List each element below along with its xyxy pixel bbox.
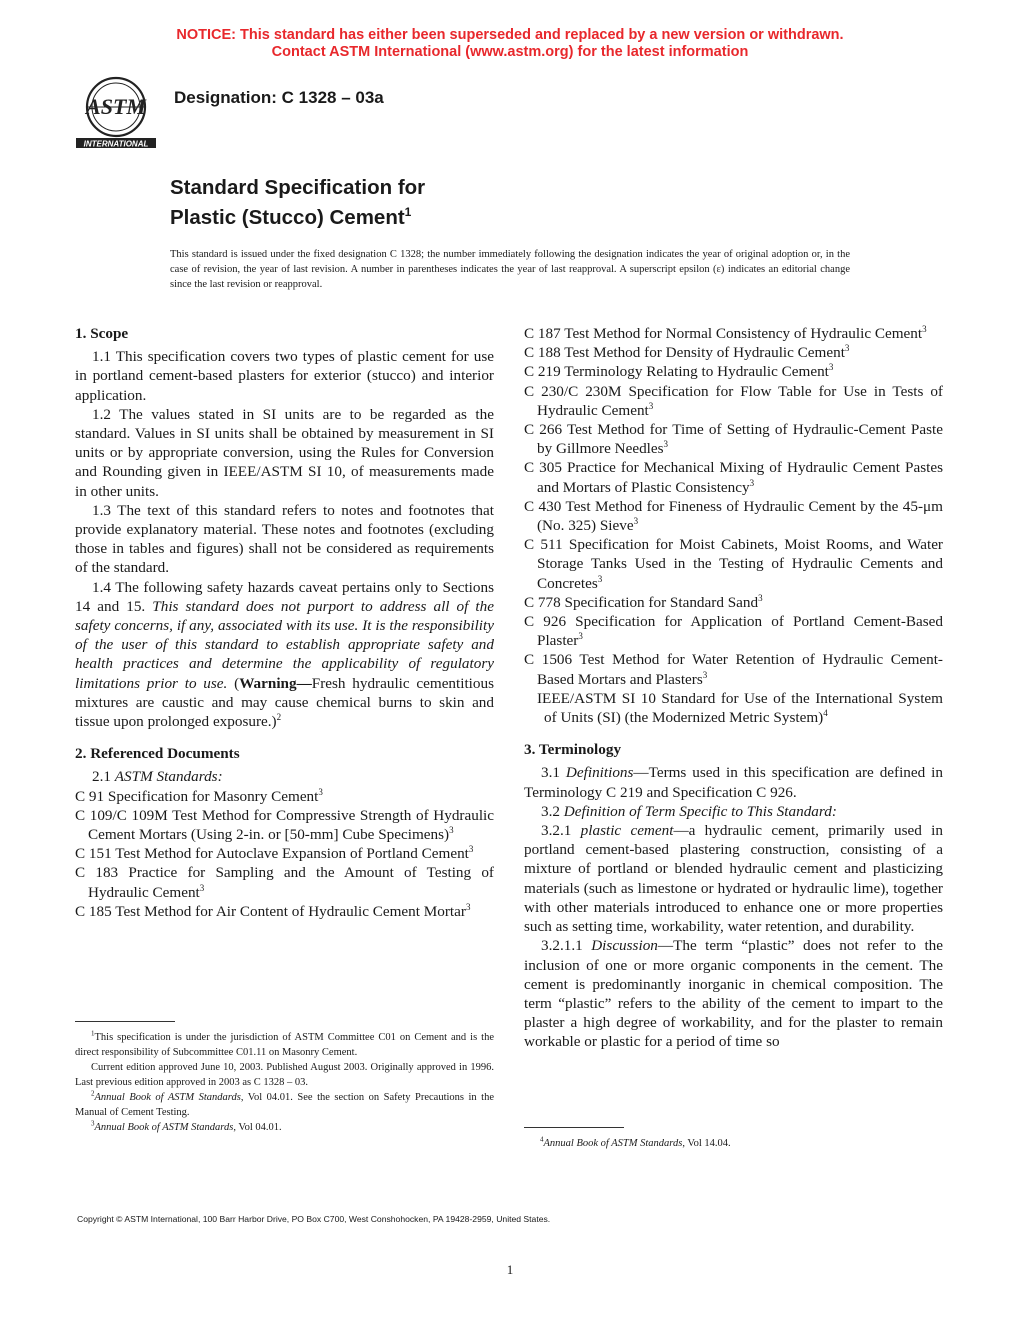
footnote-2	[75, 1090, 494, 1120]
footnote-3-text: , Vol 04.01.	[233, 1122, 282, 1133]
footnotes-left	[75, 1030, 494, 1135]
para-2-1	[75, 767, 494, 786]
reference-footnote-ref[interactable]: 3	[828, 362, 834, 373]
para-1-1: 1.1 This specification covers two types of plastic cement for use in portland cement-based plasters for exterior (stucco) and interior application.	[75, 348, 494, 404]
reference-title: C 151 Test Method for Autoclave Expansion of Portland Cement	[75, 845, 469, 863]
reference-title: C 185 Test Method for Air Content of Hydraulic Cement Mortar	[75, 902, 466, 920]
reference-title: IEEE/ASTM SI 10 Standard for Use of the International System of Units (SI) (the Modernized Metric System)	[537, 689, 943, 727]
reference-footnote-ref[interactable]: 3	[922, 323, 927, 334]
reference-footnote-ref[interactable]: 3	[844, 343, 850, 354]
reference-footnote-ref[interactable]: 3	[648, 400, 654, 411]
title-footnote-ref[interactable]: 1	[404, 205, 412, 219]
reference-item	[75, 844, 494, 863]
reference-footnote-ref[interactable]: 3	[465, 901, 471, 912]
reference-item	[524, 324, 943, 343]
para-3-2	[524, 802, 943, 821]
title-line-2	[170, 200, 425, 230]
notice-banner	[0, 27, 1020, 61]
reference-title: C 91 Specification for Masonry Cement	[75, 787, 319, 805]
notice-line-2: Contact ASTM International (www.astm.org) for the latest information	[271, 44, 749, 60]
para-3-2-1-1	[524, 936, 943, 1051]
logo-subtext: INTERNATIONAL	[83, 139, 149, 149]
reference-item	[524, 343, 943, 362]
logo-text: ASTM	[86, 94, 146, 119]
reference-item	[524, 650, 943, 688]
footnote-3	[75, 1120, 494, 1135]
footnote-1	[75, 1030, 494, 1060]
scope-heading: 1. Scope	[75, 325, 129, 342]
para-1-3: 1.3 The text of this standard refers to notes and footnotes that provide explanatory material. These notes and footnotes (excluding those in tables and figures) shall not be considered as requirements of the standard.	[75, 501, 494, 577]
reference-footnote-ref[interactable]: 3	[318, 786, 323, 797]
reference-title: C 187 Test Method for Normal Consistency of Hydraulic Cement	[524, 325, 923, 342]
plastic-cement-term: plastic cement	[580, 822, 674, 840]
reference-list-left	[75, 787, 494, 921]
reference-footnote-ref[interactable]: 4	[823, 708, 828, 718]
reference-item	[524, 593, 943, 612]
definitions-label: Definitions	[565, 764, 634, 782]
terminology-heading: 3. Terminology	[524, 741, 622, 759]
reference-footnote-ref[interactable]: 3	[702, 669, 708, 680]
reference-footnote-ref[interactable]: 3	[663, 439, 669, 450]
reference-title: C 109/C 109M Test Method for Compressive Strength of Hydraulic Cement Mortars (Using 2-in. or [50-mm] Cube Specimens)	[75, 806, 494, 844]
para-1-4	[75, 578, 494, 732]
para-3-2-1-num: 3.2.1	[541, 822, 581, 840]
para-3-2-1-1-num: 3.2.1.1	[541, 937, 592, 955]
reference-item	[524, 612, 943, 650]
footnote-4-num: 4	[540, 1135, 544, 1144]
reference-title: C 778 Specification for Standard Sand	[524, 593, 759, 611]
footnote-2-book: Annual Book of ASTM Standards	[94, 1092, 241, 1103]
astm-logo	[68, 76, 164, 150]
footnote-rule-right	[524, 1127, 624, 1128]
footnotes-right	[524, 1136, 943, 1151]
astm-standards-label: ASTM Standards:	[114, 768, 223, 786]
title-line-1: Standard Specification for	[170, 176, 426, 199]
para-3-2-1-1-text: —The term “plastic” does not refer to the inclusion of one or more organic components in the cement. The cement is predominantly inorganic in chemical composition. The term “plastic” refers to the ability of the cement to impart to the plaster a high degree of workability, and for the plaster to remain workable or plastic for a period of time so	[524, 937, 944, 1051]
reference-footnote-ref[interactable]: 3	[749, 477, 755, 488]
reference-item	[524, 458, 943, 496]
reference-item	[524, 535, 943, 593]
notice-line-1: NOTICE: This standard has either been superseded and replaced by a new version or withdrawn.	[176, 27, 844, 43]
para-1-4-end: Fresh hydraulic cementitious mixtures are caustic and may cause chemical burns to skin and tissue upon prolonged exposure.)	[75, 674, 495, 731]
footnote-3-book: Annual Book of ASTM Standards	[94, 1122, 234, 1133]
footnote-4-book: Annual Book of ASTM Standards	[543, 1138, 683, 1149]
reference-footnote-ref[interactable]: 3	[468, 844, 474, 855]
reference-item	[75, 787, 494, 806]
reference-title: C 1506 Test Method for Water Retention of Hydraulic Cement-Based Mortars and Plasters	[524, 651, 943, 688]
para-3-2-num: 3.2	[541, 802, 564, 820]
reference-footnote-ref[interactable]: 3	[758, 592, 763, 603]
para-1-4-start: 1.4 The following safety hazards caveat pertains only to Sections 14 and 15.	[75, 578, 494, 615]
right-column	[524, 324, 943, 1052]
issued-note: This standard is issued under the fixed designation C 1328; the number immediately following the designation indicates the year of original adoption or, in the case of revision, the year of last revision. A number in parentheses indicates the year of last reapproval. A superscript epsilon (ε) indicates an editorial change since the last revision or reapproval.	[170, 249, 850, 290]
reference-title: C 219 Terminology Relating to Hydraulic Cement	[524, 363, 829, 381]
reference-title: C 305 Practice for Mechanical Mixing of Hydraulic Cement Pastes and Mortars of Plastic Consistency	[524, 459, 943, 496]
reference-footnote-ref[interactable]: 3	[633, 515, 639, 526]
reference-footnote-ref[interactable]: 3	[578, 631, 583, 642]
definition-specific-label: Definition of Term Specific to This Standard:	[563, 802, 837, 820]
reference-item	[75, 902, 494, 921]
reference-title: C 511 Specification for Moist Cabinets, Moist Rooms, and Water Storage Tanks Used in the Testing of Hydraulic Cements and Concretes	[524, 536, 943, 592]
title-line-2-text: Plastic (Stucco) Cement	[170, 205, 405, 229]
para-3-1-num: 3.1	[541, 764, 566, 782]
para-3-1	[524, 763, 943, 801]
reference-item	[524, 497, 943, 535]
para-1-2: 1.2 The values stated in SI units are to be regarded as the standard. Values in SI units shall be obtained by measurement in SI units or by appropriate conversion, using the Rules for Conversion and Rounding given in IEEE/ASTM SI 10, of measurements made in other units.	[75, 405, 494, 500]
footnote-3-num: 3	[91, 1119, 95, 1128]
reference-item	[524, 420, 943, 458]
footnote-4-text: , Vol 14.04.	[682, 1138, 731, 1149]
para-3-2-1-text: —a hydraulic cement, primarily used in portland cement-based plastering construction, consisting of a mixture of portland or blended hydraulic cement and plasticizing materials (such as limestone or hydrated or hydraulic lime), together with other materials introduced to enhance one or more properties such as setting time, workability, water retention, and durability.	[524, 822, 943, 936]
footnote-1-num: 1	[91, 1029, 95, 1038]
para-1-4-open: (	[227, 674, 240, 692]
discussion-label: Discussion	[591, 937, 658, 955]
reference-item	[75, 863, 494, 901]
reference-item	[524, 382, 943, 420]
reference-item	[524, 689, 943, 727]
footnote-2-num: 2	[91, 1089, 95, 1098]
reference-footnote-ref[interactable]: 3	[597, 573, 603, 584]
footnote-1-edition: Current edition approved June 10, 2003. Published August 2003. Originally approved in 1996. Last previous edition approved in 2003 as C 1328 – 03.	[75, 1062, 494, 1088]
para-3-1-text: —Terms used in this specification are defined in Terminology C 219 and Specification C 926.	[524, 764, 943, 801]
document-title	[170, 175, 425, 230]
page-number: 1	[506, 1262, 514, 1277]
reference-item	[75, 806, 494, 844]
footnote-1-text: This specification is under the jurisdiction of ASTM Committee C01 on Cement and is the direct responsibility of Subcommittee C01.11 on Masonry Cement.	[75, 1032, 494, 1058]
warning-label: Warning—	[239, 674, 312, 692]
referenced-documents-heading: 2. Referenced Documents	[75, 745, 240, 763]
para-2-1-num: 2.1	[92, 768, 115, 786]
footnote-ref-2[interactable]: 2	[276, 712, 282, 722]
reference-title: C 926 Specification for Application of Portland Cement-Based Plaster	[524, 613, 943, 650]
left-column	[75, 324, 494, 921]
designation: Designation: C 1328 – 03a	[174, 88, 384, 107]
reference-item	[524, 362, 943, 381]
copyright: Copyright © ASTM International, 100 Barr Harbor Drive, PO Box C700, West Conshohocken, PA 19428-2959, United States.	[77, 1214, 551, 1224]
footnote-2-text: , Vol 04.01. See the section on Safety Precautions in the Manual of Cement Testing.	[75, 1092, 494, 1118]
para-3-2-1	[524, 821, 943, 936]
reference-title: C 183 Practice for Sampling and the Amount of Testing of Hydraulic Cement	[75, 864, 494, 901]
footnote-rule-left	[75, 1021, 175, 1022]
para-1-4-caveat: This standard does not purport to address all of the safety concerns, if any, associated with its use. It is the responsibility of the user of this standard to establish appropriate safety and health practices and determine the applicability of regulatory limitations prior to use.	[75, 597, 494, 692]
reference-list-right	[524, 324, 943, 727]
footnote-4	[524, 1136, 943, 1151]
reference-footnote-ref[interactable]: 3	[199, 882, 205, 893]
reference-title: C 430 Test Method for Fineness of Hydraulic Cement by the 45-μm (No. 325) Sieve	[524, 497, 943, 535]
reference-footnote-ref[interactable]: 3	[449, 825, 454, 836]
reference-title: C 266 Test Method for Time of Setting of Hydraulic-Cement Paste by Gillmore Needles	[524, 421, 943, 458]
reference-title: C 230/C 230M Specification for Flow Table for Use in Tests of Hydraulic Cement	[524, 382, 943, 419]
reference-title: C 188 Test Method for Density of Hydraulic Cement	[524, 344, 845, 362]
